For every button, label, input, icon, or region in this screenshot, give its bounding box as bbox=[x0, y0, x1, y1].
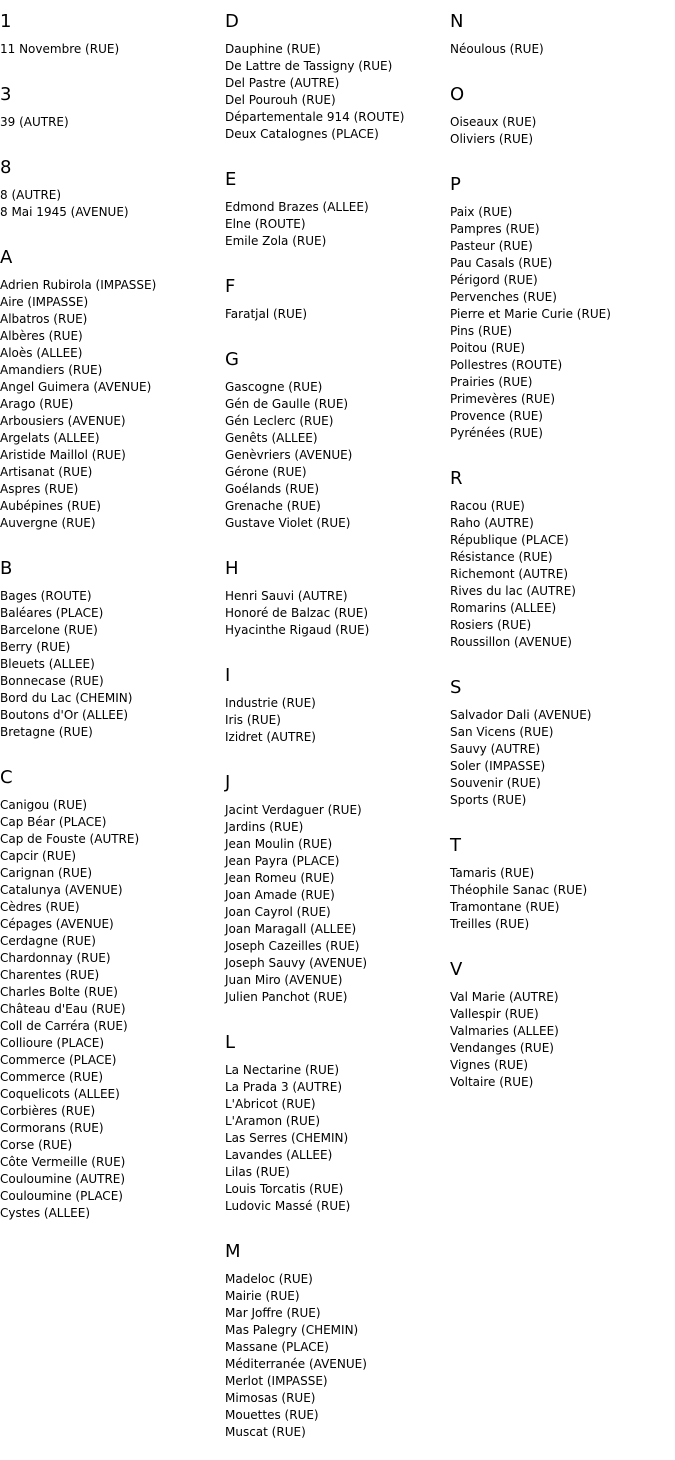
street-entry: Gén de Gaulle (RUE) bbox=[225, 397, 349, 411]
street-entry: Baléares (PLACE) bbox=[0, 606, 104, 620]
street-entry: Aire (IMPASSE) bbox=[0, 295, 89, 309]
street-entry: Cystes (ALLEE) bbox=[0, 1206, 90, 1220]
section-letter-heading: G bbox=[225, 349, 239, 370]
section-spacer bbox=[450, 442, 672, 457]
section-letter-heading: A bbox=[0, 247, 13, 268]
street-entry: Charles Bolte (RUE) bbox=[0, 985, 118, 999]
street-entry: Charentes (RUE) bbox=[0, 968, 100, 982]
street-list bbox=[0, 114, 220, 131]
street-entry: Rives du lac (AUTRE) bbox=[450, 584, 576, 598]
section-letter-heading: P bbox=[450, 174, 461, 195]
street-entry: Bonnecase (RUE) bbox=[0, 674, 104, 688]
street-entry: Jacint Verdaguer (RUE) bbox=[225, 803, 362, 817]
section-letter-heading: V bbox=[450, 959, 463, 980]
letter-section bbox=[225, 1006, 445, 1215]
street-entry: Carignan (RUE) bbox=[0, 866, 93, 880]
letter-section bbox=[0, 221, 220, 532]
street-entry: 39 (AUTRE) bbox=[0, 115, 69, 129]
street-entry: Henri Sauvi (AUTRE) bbox=[225, 589, 348, 603]
street-entry: Primevères (RUE) bbox=[450, 392, 556, 406]
street-entry: Pyrénées (RUE) bbox=[450, 426, 543, 440]
street-entry: Chardonnay (RUE) bbox=[0, 951, 111, 965]
section-letter-heading: I bbox=[225, 665, 231, 686]
street-entry: Merlot (IMPASSE) bbox=[225, 1374, 328, 1388]
section-spacer bbox=[225, 323, 445, 338]
street-entry: Louis Torcatis (RUE) bbox=[225, 1182, 344, 1196]
street-entry: Bretagne (RUE) bbox=[0, 725, 93, 739]
street-entry: Berry (RUE) bbox=[0, 640, 71, 654]
letter-section bbox=[225, 1215, 445, 1441]
street-list bbox=[225, 379, 445, 532]
street-entry: Hyacinthe Rigaud (RUE) bbox=[225, 623, 370, 637]
street-entry: Cap Béar (PLACE) bbox=[0, 815, 107, 829]
street-entry: L'Abricot (RUE) bbox=[225, 1097, 316, 1111]
street-entry: Barcelone (RUE) bbox=[0, 623, 98, 637]
street-entry: Industrie (RUE) bbox=[225, 696, 316, 710]
street-entry: Cormorans (RUE) bbox=[0, 1121, 104, 1135]
street-entry: Tamaris (RUE) bbox=[450, 866, 535, 880]
street-entry: Aloès (ALLEE) bbox=[0, 346, 83, 360]
letter-section bbox=[450, 58, 672, 148]
street-entry: Catalunya (AVENUE) bbox=[0, 883, 123, 897]
street-entry: Izidret (AUTRE) bbox=[225, 730, 316, 744]
section-letter-heading: L bbox=[225, 1032, 236, 1053]
street-list bbox=[225, 306, 445, 323]
street-entry: Résistance (RUE) bbox=[450, 550, 553, 564]
letter-section bbox=[225, 250, 445, 323]
street-entry: Rosiers (RUE) bbox=[450, 618, 532, 632]
section-spacer bbox=[0, 741, 220, 756]
street-entry: Jardins (RUE) bbox=[225, 820, 304, 834]
street-entry: Bord du Lac (CHEMIN) bbox=[0, 691, 133, 705]
letter-section bbox=[450, 442, 672, 651]
street-entry: Aristide Maillol (RUE) bbox=[0, 448, 126, 462]
street-entry: Côte Vermeille (RUE) bbox=[0, 1155, 126, 1169]
street-entry: Boutons d'Or (ALLEE) bbox=[0, 708, 129, 722]
street-entry: San Vicens (RUE) bbox=[450, 725, 554, 739]
section-letter-heading: H bbox=[225, 558, 239, 579]
section-spacer bbox=[450, 651, 672, 666]
section-letter-heading: D bbox=[225, 11, 239, 32]
street-entry: Théophile Sanac (RUE) bbox=[450, 883, 588, 897]
street-list bbox=[0, 277, 220, 532]
street-list bbox=[0, 797, 220, 1222]
street-index-column-3 bbox=[450, 0, 672, 1091]
street-entry: Gérone (RUE) bbox=[225, 465, 307, 479]
street-entry: Goélands (RUE) bbox=[225, 482, 320, 496]
section-letter-heading: 8 bbox=[0, 157, 12, 178]
street-entry: Soler (IMPASSE) bbox=[450, 759, 546, 773]
street-entry: Deux Catalognes (PLACE) bbox=[225, 127, 379, 141]
street-entry: Sauvy (AUTRE) bbox=[450, 742, 541, 756]
street-list bbox=[225, 802, 445, 1006]
section-spacer bbox=[450, 148, 672, 163]
street-entry: République (PLACE) bbox=[450, 533, 569, 547]
section-spacer bbox=[225, 532, 445, 547]
street-entry: Angel Guimera (AVENUE) bbox=[0, 380, 152, 394]
letter-section bbox=[450, 651, 672, 809]
street-entry: Vendanges (RUE) bbox=[450, 1041, 554, 1055]
street-entry: Artisanat (RUE) bbox=[0, 465, 93, 479]
street-entry: Muscat (RUE) bbox=[225, 1425, 306, 1439]
street-entry: Gustave Violet (RUE) bbox=[225, 516, 351, 530]
street-list bbox=[450, 865, 672, 933]
street-entry: Cépages (AVENUE) bbox=[0, 917, 114, 931]
street-entry: 8 (AUTRE) bbox=[0, 188, 62, 202]
street-entry: Cap de Fouste (AUTRE) bbox=[0, 832, 140, 846]
street-entry: Mimosas (RUE) bbox=[225, 1391, 316, 1405]
street-entry: Couloumine (AUTRE) bbox=[0, 1172, 126, 1186]
street-list bbox=[450, 989, 672, 1091]
street-entry: Oiseaux (RUE) bbox=[450, 115, 537, 129]
street-entry: Couloumine (PLACE) bbox=[0, 1189, 123, 1203]
section-spacer bbox=[225, 250, 445, 265]
street-entry: 8 Mai 1945 (AVENUE) bbox=[0, 205, 129, 219]
street-entry: Corse (RUE) bbox=[0, 1138, 73, 1152]
street-entry: Joan Amade (RUE) bbox=[225, 888, 335, 902]
letter-section bbox=[0, 131, 220, 221]
street-entry: Cerdagne (RUE) bbox=[0, 934, 96, 948]
letter-section bbox=[225, 746, 445, 1006]
street-entry: Honoré de Balzac (RUE) bbox=[225, 606, 369, 620]
street-entry: Adrien Rubirola (IMPASSE) bbox=[0, 278, 157, 292]
section-letter-heading: B bbox=[0, 558, 13, 579]
street-entry: Del Pastre (AUTRE) bbox=[225, 76, 340, 90]
street-list bbox=[0, 41, 220, 58]
street-entry: Arago (RUE) bbox=[0, 397, 74, 411]
street-list bbox=[225, 41, 445, 143]
street-entry: Joan Maragall (ALLEE) bbox=[225, 922, 357, 936]
street-entry: Provence (RUE) bbox=[450, 409, 543, 423]
street-entry: Genêts (ALLEE) bbox=[225, 431, 318, 445]
street-entry: Pins (RUE) bbox=[450, 324, 513, 338]
street-entry: Joseph Cazeilles (RUE) bbox=[225, 939, 360, 953]
street-entry: Val Marie (AUTRE) bbox=[450, 990, 559, 1004]
section-letter-heading: S bbox=[450, 677, 462, 698]
street-list bbox=[450, 41, 672, 58]
street-list bbox=[225, 588, 445, 639]
street-list bbox=[225, 199, 445, 250]
section-letter-heading: M bbox=[225, 1241, 241, 1262]
street-entry: Elne (ROUTE) bbox=[225, 217, 306, 231]
section-letter-heading: E bbox=[225, 169, 237, 190]
street-entry: Argelats (ALLEE) bbox=[0, 431, 100, 445]
street-entry: Amandiers (RUE) bbox=[0, 363, 103, 377]
street-entry: Gén Leclerc (RUE) bbox=[225, 414, 334, 428]
letter-section bbox=[0, 58, 220, 131]
street-list bbox=[225, 1062, 445, 1215]
street-list bbox=[225, 1271, 445, 1441]
street-entry: Vignes (RUE) bbox=[450, 1058, 529, 1072]
street-entry: Juan Miro (AVENUE) bbox=[225, 973, 343, 987]
street-entry: Départementale 914 (ROUTE) bbox=[225, 110, 405, 124]
street-entry: Souvenir (RUE) bbox=[450, 776, 541, 790]
street-list bbox=[450, 204, 672, 442]
street-entry: Joan Cayrol (RUE) bbox=[225, 905, 331, 919]
section-spacer bbox=[0, 131, 220, 146]
street-entry: Pierre et Marie Curie (RUE) bbox=[450, 307, 611, 321]
street-entry: Poitou (RUE) bbox=[450, 341, 526, 355]
street-entry: Romarins (ALLEE) bbox=[450, 601, 557, 615]
street-entry: Del Pourouh (RUE) bbox=[225, 93, 336, 107]
street-list bbox=[0, 588, 220, 741]
section-letter-heading: C bbox=[0, 767, 13, 788]
section-spacer bbox=[450, 58, 672, 73]
street-entry: Racou (RUE) bbox=[450, 499, 525, 513]
street-entry: Genèvriers (AVENUE) bbox=[225, 448, 353, 462]
street-entry: Mar Joffre (RUE) bbox=[225, 1306, 321, 1320]
street-entry: Pervenches (RUE) bbox=[450, 290, 557, 304]
street-entry: Dauphine (RUE) bbox=[225, 42, 321, 56]
street-entry: Pau Casals (RUE) bbox=[450, 256, 553, 270]
street-entry: Edmond Brazes (ALLEE) bbox=[225, 200, 369, 214]
street-entry: Auvergne (RUE) bbox=[0, 516, 96, 530]
letter-section bbox=[450, 809, 672, 933]
street-entry: Coll de Carréra (RUE) bbox=[0, 1019, 128, 1033]
street-entry: Emile Zola (RUE) bbox=[225, 234, 327, 248]
section-spacer bbox=[225, 746, 445, 761]
street-entry: Richemont (AUTRE) bbox=[450, 567, 569, 581]
street-entry: Canigou (RUE) bbox=[0, 798, 88, 812]
street-list bbox=[450, 114, 672, 148]
street-entry: Gascogne (RUE) bbox=[225, 380, 323, 394]
street-entry: Périgord (RUE) bbox=[450, 273, 538, 287]
street-entry: Julien Panchot (RUE) bbox=[225, 990, 348, 1004]
street-entry: Oliviers (RUE) bbox=[450, 132, 533, 146]
letter-section bbox=[225, 639, 445, 746]
street-list bbox=[0, 187, 220, 221]
street-entry: Joseph Sauvy (AVENUE) bbox=[225, 956, 368, 970]
street-entry: Pollestres (ROUTE) bbox=[450, 358, 563, 372]
street-entry: Sports (RUE) bbox=[450, 793, 527, 807]
section-letter-heading: J bbox=[225, 772, 231, 793]
section-spacer bbox=[0, 58, 220, 73]
letter-section bbox=[225, 323, 445, 532]
street-entry: Château d'Eau (RUE) bbox=[0, 1002, 126, 1016]
street-entry: Grenache (RUE) bbox=[225, 499, 321, 513]
street-entry: Lilas (RUE) bbox=[225, 1165, 290, 1179]
street-entry: Capcir (RUE) bbox=[0, 849, 77, 863]
section-letter-heading: 3 bbox=[0, 84, 12, 105]
street-entry: Cèdres (RUE) bbox=[0, 900, 80, 914]
section-letter-heading: 1 bbox=[0, 11, 12, 32]
street-entry: Treilles (RUE) bbox=[450, 917, 530, 931]
street-list bbox=[450, 707, 672, 809]
section-spacer bbox=[0, 221, 220, 236]
section-letter-heading: N bbox=[450, 11, 464, 32]
street-entry: Aspres (RUE) bbox=[0, 482, 79, 496]
section-letter-heading: R bbox=[450, 468, 463, 489]
section-letter-heading: F bbox=[225, 276, 236, 297]
street-entry: 11 Novembre (RUE) bbox=[0, 42, 120, 56]
street-entry: Las Serres (CHEMIN) bbox=[225, 1131, 349, 1145]
section-spacer bbox=[225, 1006, 445, 1021]
street-entry: Tramontane (RUE) bbox=[450, 900, 560, 914]
letter-section bbox=[450, 148, 672, 442]
street-entry: Commerce (PLACE) bbox=[0, 1053, 117, 1067]
street-entry: L'Aramon (RUE) bbox=[225, 1114, 320, 1128]
street-entry: Raho (AUTRE) bbox=[450, 516, 534, 530]
section-letter-heading: O bbox=[450, 84, 465, 105]
letter-section bbox=[225, 143, 445, 250]
street-entry: Voltaire (RUE) bbox=[450, 1075, 534, 1089]
letter-section bbox=[225, 532, 445, 639]
section-spacer bbox=[225, 143, 445, 158]
street-entry: Méditerranée (AVENUE) bbox=[225, 1357, 367, 1371]
letter-section bbox=[0, 741, 220, 1222]
letter-section bbox=[0, 11, 220, 58]
street-entry: Pampres (RUE) bbox=[450, 222, 540, 236]
street-entry: Commerce (RUE) bbox=[0, 1070, 104, 1084]
street-entry: Paix (RUE) bbox=[450, 205, 513, 219]
street-entry: Pasteur (RUE) bbox=[450, 239, 533, 253]
street-entry: Prairies (RUE) bbox=[450, 375, 533, 389]
letter-section bbox=[225, 11, 445, 143]
street-entry: Bleuets (ALLEE) bbox=[0, 657, 95, 671]
street-entry: Néoulous (RUE) bbox=[450, 42, 544, 56]
street-index-column-2 bbox=[225, 0, 445, 1441]
street-entry: Salvador Dali (AVENUE) bbox=[450, 708, 592, 722]
street-entry: Massane (PLACE) bbox=[225, 1340, 329, 1354]
street-entry: Corbières (RUE) bbox=[0, 1104, 96, 1118]
street-entry: La Prada 3 (AUTRE) bbox=[225, 1080, 343, 1094]
street-entry: Collioure (PLACE) bbox=[0, 1036, 105, 1050]
section-spacer bbox=[0, 532, 220, 547]
street-entry: Albères (RUE) bbox=[0, 329, 83, 343]
street-entry: Jean Romeu (RUE) bbox=[225, 871, 335, 885]
section-letter-heading: T bbox=[450, 835, 461, 856]
street-entry: Bages (ROUTE) bbox=[0, 589, 92, 603]
street-entry: Mouettes (RUE) bbox=[225, 1408, 319, 1422]
street-list bbox=[450, 498, 672, 651]
street-entry: Jean Moulin (RUE) bbox=[225, 837, 333, 851]
street-entry: Coquelicots (ALLEE) bbox=[0, 1087, 120, 1101]
street-entry: Jean Payra (PLACE) bbox=[225, 854, 340, 868]
section-spacer bbox=[450, 933, 672, 948]
street-index-column-1 bbox=[0, 0, 220, 1222]
street-entry: De Lattre de Tassigny (RUE) bbox=[225, 59, 393, 73]
street-entry: Madeloc (RUE) bbox=[225, 1272, 313, 1286]
letter-section bbox=[450, 933, 672, 1091]
street-entry: Faratjal (RUE) bbox=[225, 307, 308, 321]
street-entry: Arbousiers (AVENUE) bbox=[0, 414, 126, 428]
street-entry: Aubépines (RUE) bbox=[0, 499, 101, 513]
street-entry: Mas Palegry (CHEMIN) bbox=[225, 1323, 359, 1337]
street-entry: Albatros (RUE) bbox=[0, 312, 88, 326]
section-spacer bbox=[225, 1215, 445, 1230]
street-list bbox=[225, 695, 445, 746]
street-entry: Valmaries (ALLEE) bbox=[450, 1024, 559, 1038]
street-entry: Roussillon (AVENUE) bbox=[450, 635, 572, 649]
section-spacer bbox=[225, 639, 445, 654]
street-entry: Mairie (RUE) bbox=[225, 1289, 300, 1303]
street-entry: Vallespir (RUE) bbox=[450, 1007, 539, 1021]
street-entry: Iris (RUE) bbox=[225, 713, 281, 727]
letter-section bbox=[450, 11, 672, 58]
street-entry: Lavandes (ALLEE) bbox=[225, 1148, 333, 1162]
street-entry: Ludovic Massé (RUE) bbox=[225, 1199, 351, 1213]
street-entry: La Nectarine (RUE) bbox=[225, 1063, 340, 1077]
letter-section bbox=[0, 532, 220, 741]
section-spacer bbox=[450, 809, 672, 824]
